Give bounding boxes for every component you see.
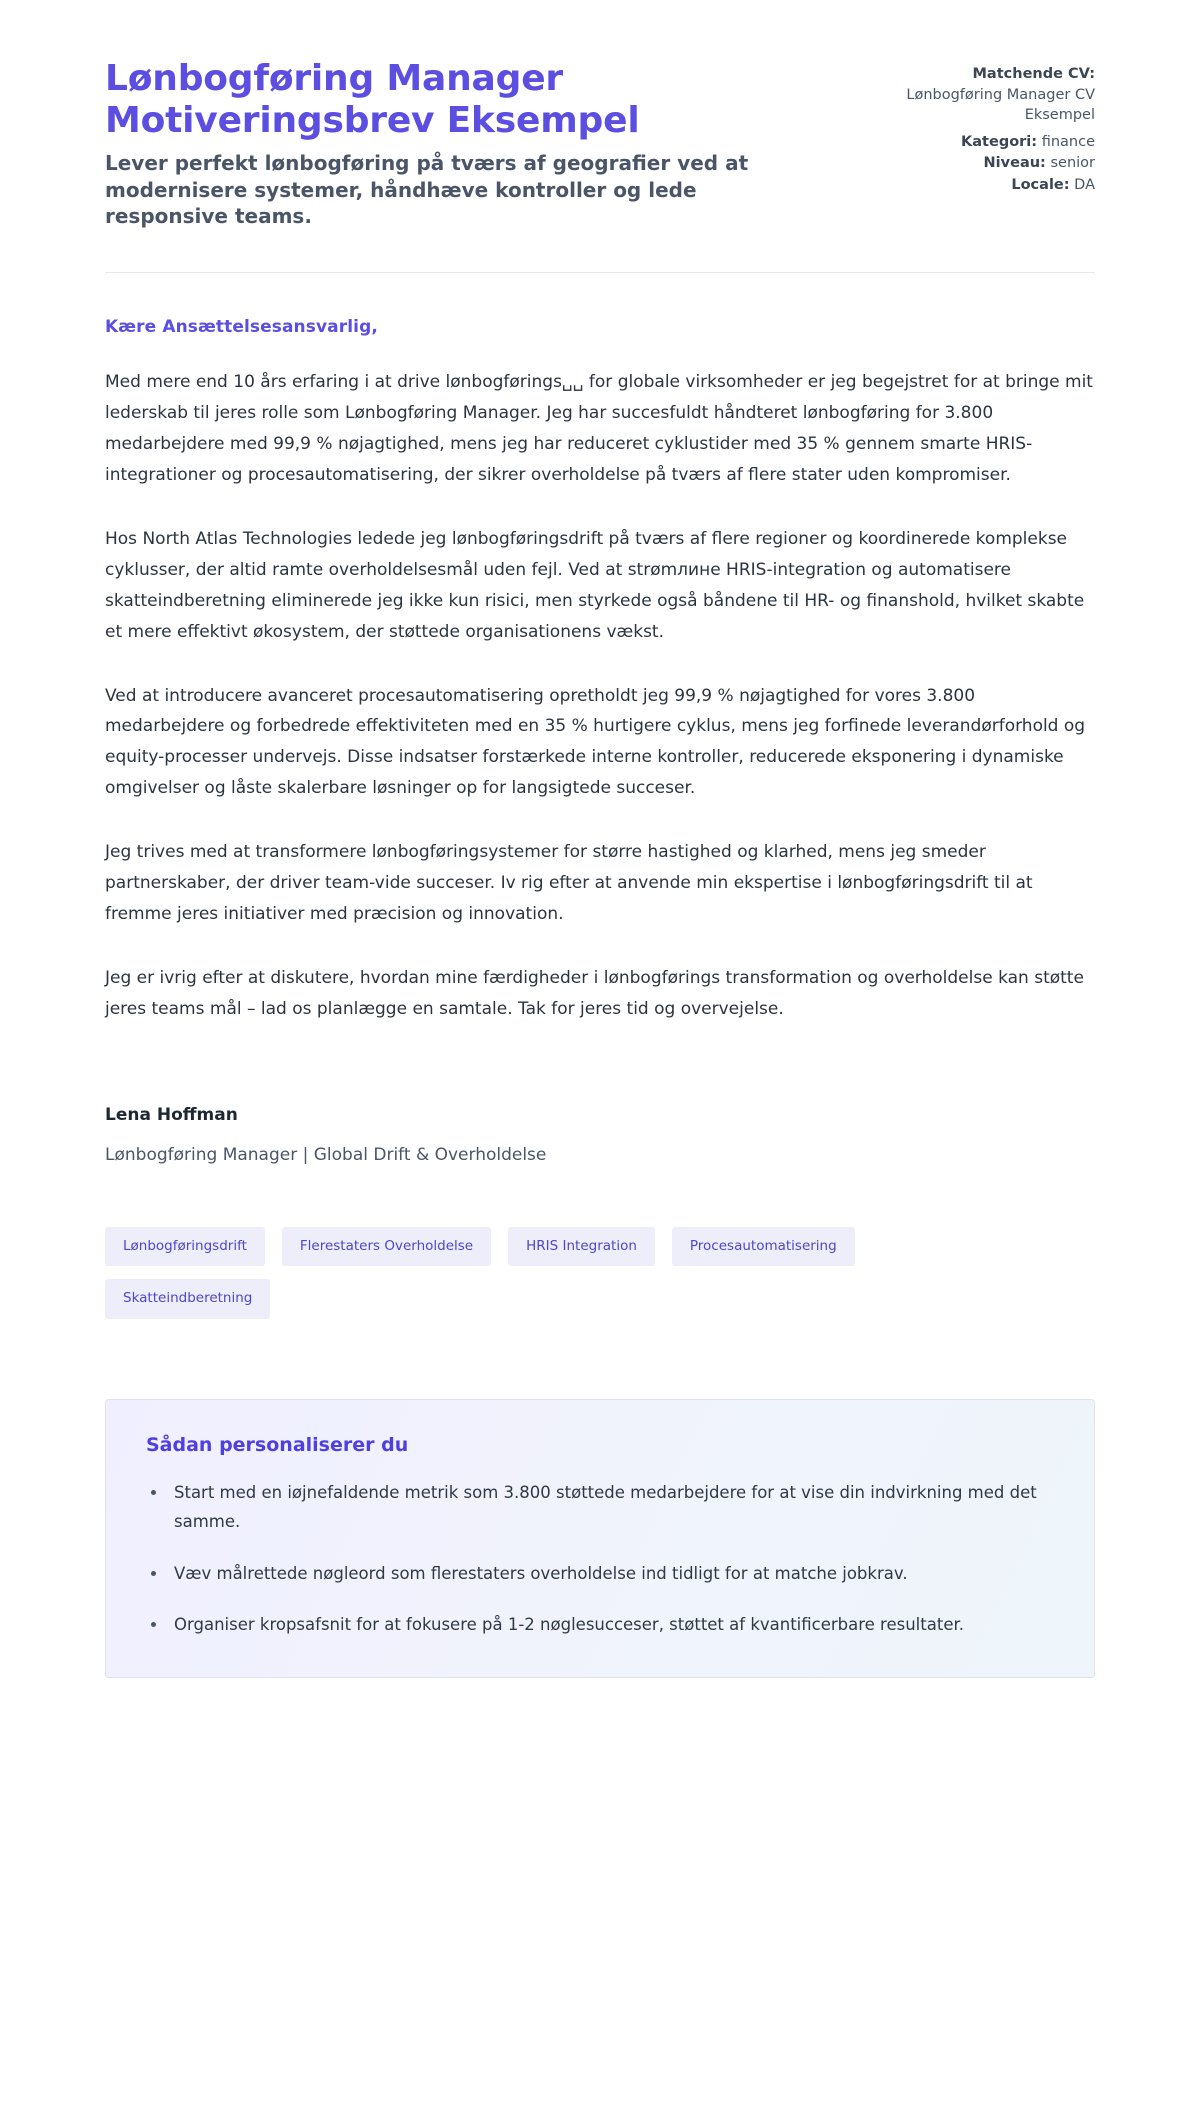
skill-tag[interactable]: Lønbogføringsdrift	[105, 1227, 265, 1267]
meta-level-label: Niveau:	[983, 155, 1046, 172]
meta-matching-cv	[905, 64, 1095, 126]
meta-category-value: finance	[1041, 133, 1095, 150]
meta-locale	[905, 175, 1095, 196]
meta-locale-label: Locale:	[1011, 176, 1070, 193]
skill-tag[interactable]: HRIS Integration	[508, 1227, 655, 1267]
meta-category-label: Kategori:	[961, 133, 1038, 150]
header-text-group	[105, 58, 865, 230]
skill-tag[interactable]: Procesautomatisering	[672, 1227, 855, 1267]
document-metadata	[905, 58, 1095, 196]
personalization-tips-callout	[105, 1399, 1095, 1678]
skill-tag[interactable]: Skatteindberetning	[105, 1279, 270, 1319]
letter-body	[105, 273, 1095, 1678]
tips-list-item: • Væv målrettede nøgleord som flerestaters overholdelse ind tidligt for at matche jobkrav.	[168, 1559, 1054, 1588]
letter-paragraph: Med mere end 10 års erfaring i at drive lønbogførings␣␣ for globale virksomheder er jeg begejstret for at bringe mit lederskab til jeres rolle som Lønbogføring Manager. Jeg har succesfuldt håndteret lønbogføring for 3.800 medarbejdere med 99,9 % nøjagtighed, mens jeg har reduceret cyklustider med 35 % gennem smarte HRIS-integrationer og procesautomatisering, der sikrer overholdelse på tværs af flere stater uden kompromiser.	[105, 372, 1093, 485]
letter-salutation: Kære Ansættelsesansvarlig,	[105, 317, 378, 337]
tips-title: Sådan personaliserer du	[146, 1433, 409, 1456]
letter-paragraph: Hos North Atlas Technologies ledede jeg lønbogføringsdrift på tværs af flere regioner og koordinerede komplekse cyklusser, der altid ramte overholdelsesmål uden fejl. Ved at strømлине HRIS-integration og automatisere skatteindberetning eliminerede jeg ikke kun risici, men styrkede også båndene til HR- og finanshold, hvilket skabte et mere effektivt økosystem, der støttede organisationens vækst.	[105, 528, 1085, 642]
signature-name: Lena Hoffman	[105, 1104, 238, 1125]
skill-tag-list	[105, 1227, 1005, 1319]
signature-role: Lønbogføring Manager | Global Drift & Overholdelse	[105, 1144, 547, 1165]
letter-paragraph: Ved at introducere avanceret procesautomatisering opretholdt jeg 99,9 % nøjagtighed for vores 3.800 medarbejdere og forbedrede effektiviteten med en 35 % hurtigere cyklus, mens jeg forfinede leverandørforhold og equity-processer undervejs. Disse indsatser forstærkede interne kontroller, reducerede eksponering i dynamiske omgivelser og låste skalerbare løsninger op for langsigtede succeser.	[105, 685, 1086, 799]
meta-matching-cv-label: Matchende CV:	[972, 66, 1095, 82]
letter-paragraph: Jeg er ivrig efter at diskutere, hvordan mine færdigheder i lønbogførings transformation og overholdelse kan støtte jeres teams mål – lad os planlægge en samtale. Tak for jeres tid og overvejelse.	[105, 968, 1084, 1019]
signature-block	[105, 1105, 1095, 1165]
page-subtitle: Lever perfekt lønbogføring på tværs af geografier ved at modernisere systemer, håndhæve kontroller og lede responsive teams.	[105, 151, 749, 229]
meta-category	[905, 132, 1095, 153]
meta-locale-value: DA	[1074, 176, 1095, 193]
tips-list-item: • Start med en iøjnefaldende metrik som 3.800 støttede medarbejdere for at vise din indvirkning med det samme.	[168, 1478, 1054, 1537]
meta-matching-cv-value: Lønbogføring Manager CV Eksempel	[906, 86, 1095, 124]
letter-paragraph: Jeg trives med at transformere lønbogføringsystemer for større hastighed og klarhed, mens jeg smeder partnerskaber, der driver team-vide succeser. Iv rig efter at anvende min ekspertise i lønbogføringsdrift til at fremme jeres initiativer med præcision og innovation.	[105, 842, 1033, 925]
skill-tag[interactable]: Flerestaters Overholdelse	[282, 1227, 491, 1267]
meta-level-value: senior	[1050, 155, 1095, 172]
page-title: Lønbogføring Manager Motiveringsbrev Eksempel	[105, 58, 640, 142]
document-header	[105, 0, 1095, 230]
tips-list	[146, 1478, 1054, 1639]
tips-list-item: • Organiser kropsafsnit for at fokusere på 1-2 nøglesucceser, støttet af kvantificerbare resultater.	[168, 1610, 1054, 1639]
meta-level	[905, 153, 1095, 174]
